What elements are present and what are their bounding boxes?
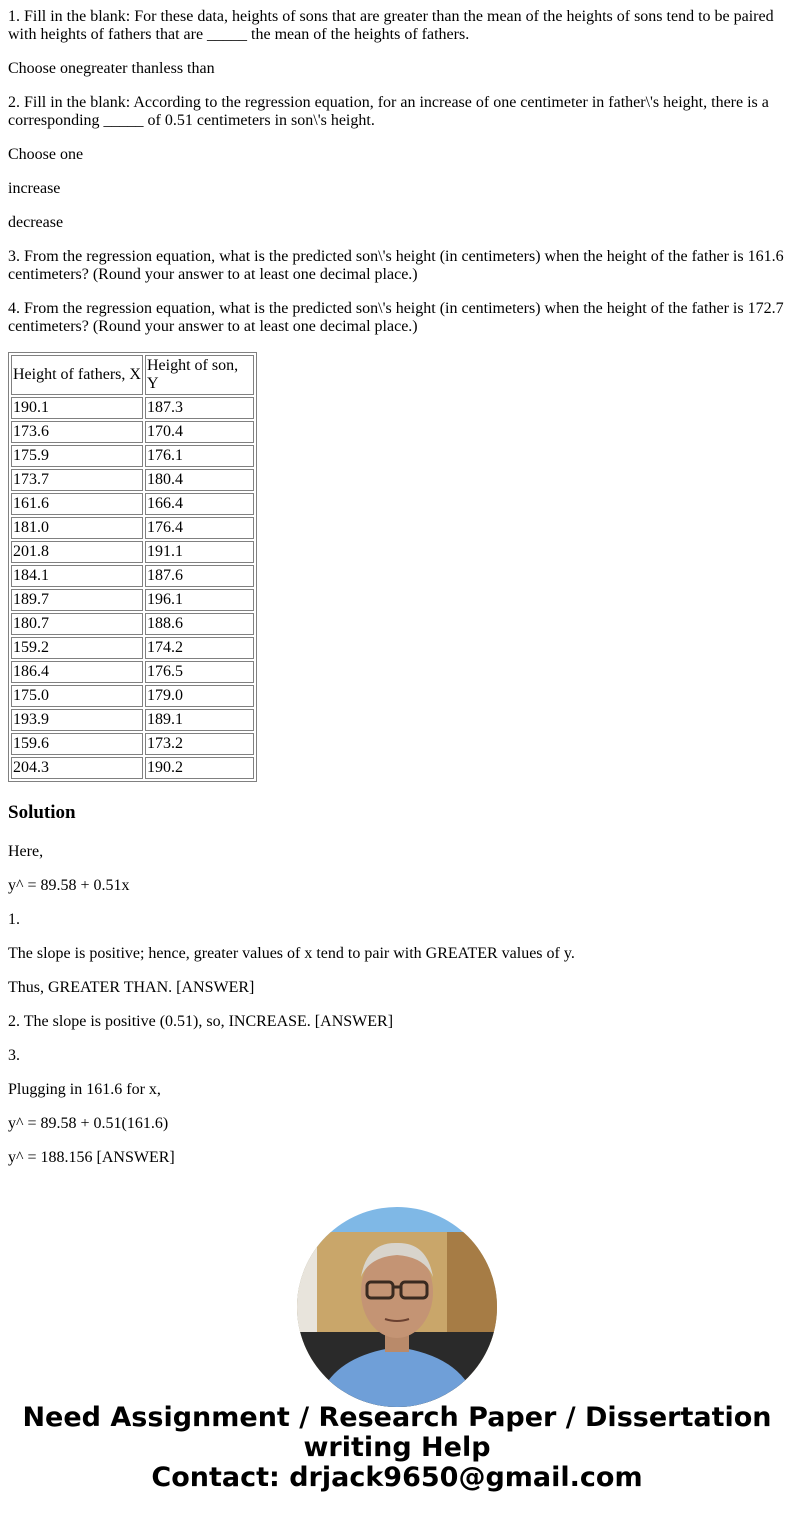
table-row: [11, 589, 254, 611]
author-portrait-image: [297, 1207, 497, 1407]
son-height-cell: 174.2: [145, 637, 254, 659]
son-height-cell: 189.1: [145, 709, 254, 731]
solution-heading: Solution: [8, 802, 76, 823]
question-2-option-increase[interactable]: increase: [8, 180, 61, 197]
son-height-cell: 176.5: [145, 661, 254, 683]
table-row: [11, 469, 254, 491]
question-1-choices[interactable]: Choose onegreater thanless than: [8, 60, 215, 77]
photo-carved-panel: [447, 1232, 497, 1342]
father-height-cell: 159.6: [11, 733, 143, 755]
table-header-sons: Height of son, Y: [145, 355, 254, 395]
father-height-cell: 204.3: [11, 757, 143, 779]
father-height-cell: 189.7: [11, 589, 143, 611]
son-height-cell: 191.1: [145, 541, 254, 563]
solution-line: Thus, GREATER THAN. [ANSWER]: [8, 979, 255, 996]
father-height-cell: 161.6: [11, 493, 143, 515]
father-height-cell: 173.7: [11, 469, 143, 491]
son-height-cell: 173.2: [145, 733, 254, 755]
solution-line: y^ = 188.156 [ANSWER]: [8, 1149, 175, 1166]
question-1: 1. Fill in the blank: For these data, heights of sons that are greater than the mean of the heights of sons tend to be paired with heights of fathers that are _____ the mean of the heights of fathers.: [8, 8, 774, 43]
heights-table: [8, 352, 257, 782]
question-2-option-decrease[interactable]: decrease: [8, 214, 64, 231]
father-height-cell: 184.1: [11, 565, 143, 587]
table-row: [11, 517, 254, 539]
author-photo: [297, 1207, 497, 1407]
photo-window: [297, 1232, 317, 1332]
solution-line: 2. The slope is positive (0.51), so, INCREASE. [ANSWER]: [8, 1013, 394, 1030]
promo-banner: [0, 1403, 794, 1493]
table-row: [11, 661, 254, 683]
solution-line: The slope is positive; hence, greater values of x tend to pair with GREATER values of y.: [8, 945, 575, 962]
promo-line-1: Need Assignment / Research Paper / Dissertation: [22, 1402, 772, 1433]
son-height-cell: 190.2: [145, 757, 254, 779]
son-height-cell: 166.4: [145, 493, 254, 515]
father-height-cell: 175.0: [11, 685, 143, 707]
table-row: [11, 757, 254, 779]
question-4: 4. From the regression equation, what is the predicted son\'s height (in centimeters) when the height of the father is 172.7 centimeters? (Round your answer to at least one decimal place.): [8, 300, 784, 335]
table-row: [11, 421, 254, 443]
table-row: [11, 637, 254, 659]
son-height-cell: 179.0: [145, 685, 254, 707]
son-height-cell: 187.6: [145, 565, 254, 587]
table-row: [11, 565, 254, 587]
table-row: [11, 685, 254, 707]
son-height-cell: 170.4: [145, 421, 254, 443]
father-height-cell: 186.4: [11, 661, 143, 683]
table-row: [11, 541, 254, 563]
solution-line: y^ = 89.58 + 0.51(161.6): [8, 1115, 169, 1132]
father-height-cell: 181.0: [11, 517, 143, 539]
father-height-cell: 173.6: [11, 421, 143, 443]
promo-contact[interactable]: Contact: drjack9650@gmail.com: [151, 1462, 643, 1493]
promo-line-2: writing Help: [303, 1432, 491, 1463]
son-height-cell: 188.6: [145, 613, 254, 635]
table-row: [11, 397, 254, 419]
son-height-cell: 187.3: [145, 397, 254, 419]
son-height-cell: 176.1: [145, 445, 254, 467]
son-height-cell: 176.4: [145, 517, 254, 539]
table-row: [11, 709, 254, 731]
table-header-row: [11, 355, 254, 395]
table-row: [11, 493, 254, 515]
solution-line: 3.: [8, 1047, 20, 1064]
solution-line: y^ = 89.58 + 0.51x: [8, 877, 130, 894]
question-2-choose-label: Choose one: [8, 146, 84, 163]
question-3: 3. From the regression equation, what is the predicted son\'s height (in centimeters) when the height of the father is 161.6 centimeters? (Round your answer to at least one decimal place.): [8, 248, 784, 283]
solution-line: Here,: [8, 843, 44, 860]
heights-table-body: [11, 355, 254, 779]
solution-line: 1.: [8, 911, 20, 928]
son-height-cell: 180.4: [145, 469, 254, 491]
question-2: 2. Fill in the blank: According to the regression equation, for an increase of one centimeter in father\'s height, there is a corresponding _____ of 0.51 centimeters in son\'s height.: [8, 94, 769, 129]
table-row: [11, 733, 254, 755]
son-height-cell: 196.1: [145, 589, 254, 611]
table-header-fathers: Height of fathers, X: [11, 355, 143, 395]
father-height-cell: 201.8: [11, 541, 143, 563]
author-photo-wrap: [8, 1207, 786, 1412]
father-height-cell: 175.9: [11, 445, 143, 467]
table-row: [11, 613, 254, 635]
solution-body: [8, 843, 786, 1167]
solution-line: Plugging in 161.6 for x,: [8, 1081, 161, 1098]
table-row: [11, 445, 254, 467]
father-height-cell: 180.7: [11, 613, 143, 635]
father-height-cell: 190.1: [11, 397, 143, 419]
father-height-cell: 159.2: [11, 637, 143, 659]
father-height-cell: 193.9: [11, 709, 143, 731]
